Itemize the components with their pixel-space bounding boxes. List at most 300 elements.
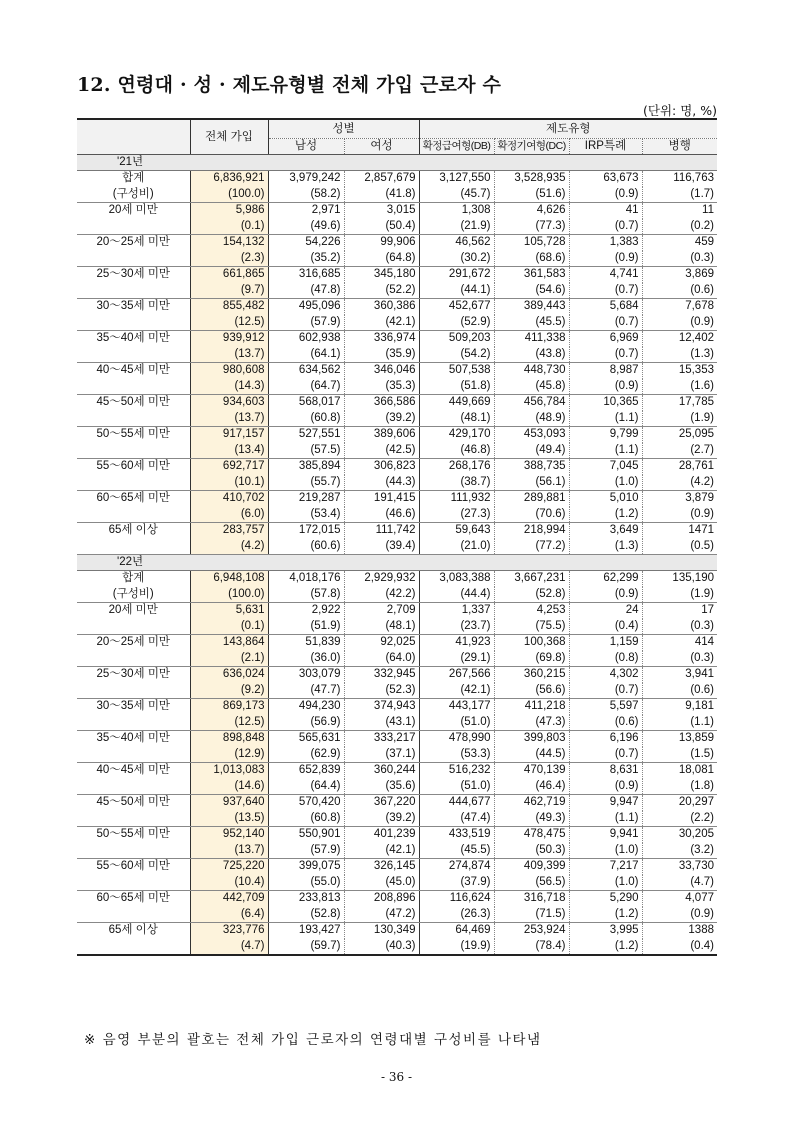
ratio-cell: (50.4) [344, 219, 419, 235]
total-ratio-cell: (12.5) [190, 315, 268, 331]
ratio-cell: (42.1) [419, 683, 494, 699]
value-cell: 336,974 [344, 331, 419, 347]
ratio-sublabel [77, 683, 190, 699]
value-cell: 59,643 [419, 523, 494, 539]
page-title: 12. 연령대 · 성 · 제도유형별 전체 가입 근로자 수 [77, 74, 502, 96]
table-row-ratio [77, 283, 717, 299]
total-ratio-cell: (9.7) [190, 283, 268, 299]
ratio-cell: (68.6) [494, 251, 569, 267]
value-cell: 4,741 [569, 267, 642, 283]
age-group-label: 20～25세 미만 [77, 235, 190, 251]
ratio-cell: (42.2) [344, 587, 419, 603]
ratio-cell: (0.8) [569, 651, 642, 667]
ratio-cell: (2.7) [642, 443, 717, 459]
total-value-cell: 154,132 [190, 235, 268, 251]
ratio-cell: (1.9) [642, 587, 717, 603]
table-row [77, 331, 717, 347]
value-cell: 443,177 [419, 699, 494, 715]
value-cell: 130,349 [344, 923, 419, 939]
value-cell: 24 [569, 603, 642, 619]
value-cell: 3,879 [685, 492, 714, 505]
table-row [77, 491, 717, 507]
total-ratio-cell: (0.1) [190, 619, 268, 635]
table-row [77, 923, 717, 939]
table-row-ratio [77, 315, 717, 331]
value-cell: 449,669 [419, 395, 494, 411]
value-cell: 253,924 [494, 923, 569, 939]
value-cell: 462,719 [494, 795, 569, 811]
value-cell: 509,203 [419, 331, 494, 347]
value-cell: 10,365 [569, 395, 642, 411]
ratio-cell: (54.2) [419, 347, 494, 363]
value-cell: 99,906 [344, 235, 419, 251]
header-gender: 성별 [268, 119, 419, 139]
total-value-cell: 869,173 [190, 699, 268, 715]
total-value-cell: 6,836,921 [190, 171, 268, 187]
ratio-sublabel [77, 443, 190, 459]
value-cell: 274,874 [419, 859, 494, 875]
header-row-label [77, 119, 190, 155]
ratio-cell: (57.9) [268, 843, 344, 859]
value-cell: 62,299 [569, 571, 642, 587]
value-cell: 568,017 [268, 395, 344, 411]
ratio-cell: (38.7) [419, 475, 494, 491]
ratio-cell: (39.4) [344, 539, 419, 555]
ratio-cell: (45.8) [494, 379, 569, 395]
value-cell: 111,742 [344, 523, 419, 539]
value-cell: 399,075 [268, 859, 344, 875]
table-row [77, 763, 717, 779]
ratio-cell: (52.9) [419, 315, 494, 331]
ratio-cell: (1.5) [642, 747, 717, 763]
value-cell: 388,735 [494, 459, 569, 475]
ratio-cell: (42.5) [344, 443, 419, 459]
total-ratio-cell: (13.7) [190, 411, 268, 427]
total-value-cell: 410,702 [190, 491, 268, 507]
ratio-cell: (45.0) [344, 875, 419, 891]
age-group-label: 50～55세 미만 [77, 827, 190, 843]
ratio-cell: (56.6) [494, 683, 569, 699]
age-group-label: 20세 미만 [77, 603, 190, 619]
table-row-ratio [77, 251, 717, 267]
value-cell: 570,420 [268, 795, 344, 811]
value-cell: 3,667,231 [494, 571, 569, 587]
value-cell: 1471 [688, 524, 714, 537]
value-cell: 9,941 [569, 827, 642, 843]
ratio-cell: (1.2) [569, 939, 642, 956]
ratio-cell: (26.3) [419, 907, 494, 923]
ratio-cell: (0.7) [569, 219, 642, 235]
ratio-cell: (53.3) [419, 747, 494, 763]
value-cell: 291,672 [419, 267, 494, 283]
total-value-cell: 898,848 [190, 731, 268, 747]
total-value-cell: 5,986 [190, 203, 268, 219]
value-cell: 191,415 [344, 491, 419, 507]
table-row-ratio [77, 379, 717, 395]
ratio-cell: (55.0) [268, 875, 344, 891]
ratio-cell: (49.4) [494, 443, 569, 459]
value-cell: 4,018,176 [268, 571, 344, 587]
ratio-cell: (1.1) [569, 811, 642, 827]
ratio-cell: (46.8) [419, 443, 494, 459]
total-value-cell: 725,220 [190, 859, 268, 875]
ratio-cell: (0.9) [569, 379, 642, 395]
total-value-cell: 917,157 [190, 427, 268, 443]
value-cell: 478,475 [494, 827, 569, 843]
age-group-label: 20세 미만 [77, 203, 190, 219]
ratio-cell: (40.3) [344, 939, 419, 956]
ratio-cell: (56.9) [268, 715, 344, 731]
ratio-cell: (45.5) [494, 315, 569, 331]
value-cell: 172,015 [268, 523, 344, 539]
ratio-cell: (35.2) [268, 251, 344, 267]
value-cell: 470,139 [494, 763, 569, 779]
value-cell: 6,969 [569, 331, 642, 347]
total-value-cell: 323,776 [190, 923, 268, 939]
ratio-sublabel [77, 315, 190, 331]
value-cell: 565,631 [268, 731, 344, 747]
value-cell: 11 [702, 204, 714, 217]
table-row-ratio [77, 747, 717, 763]
ratio-cell: (30.2) [419, 251, 494, 267]
value-cell: 456,784 [494, 395, 569, 411]
ratio-cell: (1.1) [569, 411, 642, 427]
age-group-label: 25～30세 미만 [77, 267, 190, 283]
value-cell: 17,785 [678, 396, 714, 409]
ratio-cell: (0.9) [569, 251, 642, 267]
ratio-sublabel: (구성비) [77, 187, 190, 203]
ratio-sublabel [77, 747, 190, 763]
table-row-ratio [77, 619, 717, 635]
value-cell: 7,678 [685, 300, 714, 313]
value-cell: 303,079 [268, 667, 344, 683]
ratio-cell: (47.2) [344, 907, 419, 923]
ratio-cell: (60.8) [268, 811, 344, 827]
ratio-cell: (0.9) [642, 315, 717, 331]
age-group-label: 65세 이상 [77, 523, 190, 539]
value-cell: 5,010 [569, 491, 642, 507]
value-cell: 13,859 [678, 732, 714, 745]
total-ratio-cell: (6.0) [190, 507, 268, 523]
value-cell: 17 [701, 604, 714, 617]
table-row [77, 395, 717, 411]
age-group-label: 35～40세 미만 [77, 331, 190, 347]
value-cell: 401,239 [344, 827, 419, 843]
table-row-ratio [77, 187, 717, 203]
ratio-cell: (21.0) [419, 539, 494, 555]
ratio-cell: (49.6) [268, 219, 344, 235]
value-cell: 389,606 [344, 427, 419, 443]
header-irp: IRP특례 [569, 139, 642, 155]
total-value-cell: 442,709 [190, 891, 268, 907]
ratio-sublabel [77, 651, 190, 667]
ratio-cell: (57.5) [268, 443, 344, 459]
ratio-cell: (0.3) [642, 619, 717, 635]
value-cell: 602,938 [268, 331, 344, 347]
ratio-sublabel [77, 811, 190, 827]
ratio-cell: (51.6) [494, 187, 569, 203]
ratio-cell: (35.3) [344, 379, 419, 395]
ratio-cell: (52.8) [268, 907, 344, 923]
table-row [77, 699, 717, 715]
value-cell: 360,386 [344, 299, 419, 315]
table-row [77, 859, 717, 875]
value-cell: 316,718 [494, 891, 569, 907]
header-female: 여성 [344, 139, 419, 155]
ratio-cell: (64.1) [268, 347, 344, 363]
value-cell: 92,025 [344, 635, 419, 651]
ratio-cell: (47.7) [268, 683, 344, 699]
ratio-cell: (45.7) [419, 187, 494, 203]
ratio-cell: (77.2) [494, 539, 569, 555]
age-group-label: 합계 [77, 571, 190, 587]
value-cell: 527,551 [268, 427, 344, 443]
value-cell: 345,180 [344, 267, 419, 283]
unit-label: (단위: 명, %) [643, 103, 717, 118]
age-group-label: 40～45세 미만 [77, 363, 190, 379]
ratio-cell: (35.9) [344, 347, 419, 363]
ratio-cell: (37.9) [419, 875, 494, 891]
ratio-cell: (75.5) [494, 619, 569, 635]
table-row-ratio [77, 779, 717, 795]
value-cell: 1,308 [419, 203, 494, 219]
total-value-cell: 855,482 [190, 299, 268, 315]
value-cell: 41 [569, 203, 642, 219]
value-cell: 494,230 [268, 699, 344, 715]
value-cell: 4,077 [685, 892, 714, 905]
table-row-ratio [77, 411, 717, 427]
ratio-cell: (54.6) [494, 283, 569, 299]
ratio-cell: (47.8) [268, 283, 344, 299]
value-cell: 25,095 [678, 428, 714, 441]
ratio-cell: (41.8) [344, 187, 419, 203]
value-cell: 41,923 [419, 635, 494, 651]
total-ratio-cell: (4.7) [190, 939, 268, 956]
ratio-sublabel [77, 539, 190, 555]
value-cell: 3,979,242 [268, 171, 344, 187]
ratio-cell: (59.7) [268, 939, 344, 956]
table-row [77, 235, 717, 251]
ratio-cell: (48.1) [419, 411, 494, 427]
value-cell: 33,730 [678, 860, 714, 873]
table-row-ratio [77, 939, 717, 956]
statistics-table [77, 118, 717, 956]
value-cell: 116,624 [419, 891, 494, 907]
ratio-sublabel [77, 939, 190, 956]
age-group-label: 30～35세 미만 [77, 299, 190, 315]
ratio-cell: (0.4) [569, 619, 642, 635]
header-male: 남성 [268, 139, 344, 155]
table-row-ratio [77, 683, 717, 699]
table-row [77, 891, 717, 907]
ratio-cell: (29.1) [419, 651, 494, 667]
ratio-cell: (0.6) [569, 715, 642, 731]
total-ratio-cell: (6.4) [190, 907, 268, 923]
ratio-cell: (48.9) [494, 411, 569, 427]
age-group-label: 60～65세 미만 [77, 491, 190, 507]
ratio-cell: (52.3) [344, 683, 419, 699]
ratio-cell: (0.7) [569, 747, 642, 763]
total-ratio-cell: (10.4) [190, 875, 268, 891]
ratio-cell: (0.4) [642, 939, 717, 956]
ratio-sublabel [77, 843, 190, 859]
ratio-cell: (1.1) [569, 443, 642, 459]
value-cell: 193,427 [268, 923, 344, 939]
ratio-sublabel [77, 715, 190, 731]
ratio-cell: (39.2) [344, 811, 419, 827]
table-row [77, 523, 717, 539]
ratio-sublabel [77, 507, 190, 523]
ratio-cell: (0.9) [569, 779, 642, 795]
value-cell: 2,971 [268, 203, 344, 219]
value-cell: 289,881 [494, 491, 569, 507]
table-row [77, 299, 717, 315]
ratio-sublabel: (구성비) [77, 587, 190, 603]
value-cell: 1,337 [419, 603, 494, 619]
value-cell: 5,290 [569, 891, 642, 907]
age-group-label: 50～55세 미만 [77, 427, 190, 443]
age-group-label: 25～30세 미만 [77, 667, 190, 683]
total-value-cell: 661,865 [190, 267, 268, 283]
table-row [77, 363, 717, 379]
total-value-cell: 934,603 [190, 395, 268, 411]
value-cell: 495,096 [268, 299, 344, 315]
ratio-cell: (0.7) [569, 315, 642, 331]
age-group-label: 40～45세 미만 [77, 763, 190, 779]
value-cell: 8,631 [569, 763, 642, 779]
value-cell: 4,302 [569, 667, 642, 683]
value-cell: 346,046 [344, 363, 419, 379]
age-group-label: 30～35세 미만 [77, 699, 190, 715]
header-total: 전체 가입 [190, 119, 268, 155]
value-cell: 366,586 [344, 395, 419, 411]
table-row-ratio [77, 875, 717, 891]
ratio-cell: (39.2) [344, 411, 419, 427]
ratio-cell: (58.2) [268, 187, 344, 203]
age-group-label: 합계 [77, 171, 190, 187]
table-row-ratio [77, 507, 717, 523]
ratio-cell: (1.8) [642, 779, 717, 795]
value-cell: 4,253 [494, 603, 569, 619]
value-cell: 111,932 [419, 491, 494, 507]
total-ratio-cell: (13.7) [190, 347, 268, 363]
ratio-cell: (51.0) [419, 715, 494, 731]
value-cell: 64,469 [419, 923, 494, 939]
value-cell: 7,045 [569, 459, 642, 475]
value-cell: 3,649 [569, 523, 642, 539]
header-dc: 확정기여형(DC) [494, 139, 569, 155]
ratio-cell: (71.5) [494, 907, 569, 923]
ratio-cell: (56.5) [494, 875, 569, 891]
value-cell: 20,297 [678, 796, 714, 809]
value-cell: 360,215 [494, 667, 569, 683]
ratio-cell: (46.4) [494, 779, 569, 795]
ratio-cell: (46.6) [344, 507, 419, 523]
value-cell: 448,730 [494, 363, 569, 379]
table-row-ratio [77, 843, 717, 859]
total-ratio-cell: (13.5) [190, 811, 268, 827]
ratio-cell: (44.5) [494, 747, 569, 763]
total-ratio-cell: (10.1) [190, 475, 268, 491]
value-cell: 12,402 [678, 332, 714, 345]
ratio-cell: (1.0) [569, 843, 642, 859]
header-plan-type: 제도유형 [419, 119, 717, 139]
total-ratio-cell: (100.0) [190, 187, 268, 203]
ratio-cell: (3.2) [642, 843, 717, 859]
age-group-label: 55～60세 미만 [77, 859, 190, 875]
total-ratio-cell: (12.5) [190, 715, 268, 731]
ratio-cell: (45.5) [419, 843, 494, 859]
total-ratio-cell: (9.2) [190, 683, 268, 699]
value-cell: 411,338 [494, 331, 569, 347]
value-cell: 2,922 [268, 603, 344, 619]
ratio-sublabel [77, 875, 190, 891]
year-section-row [77, 555, 717, 571]
table-row-ratio [77, 347, 717, 363]
value-cell: 389,443 [494, 299, 569, 315]
ratio-cell: (77.3) [494, 219, 569, 235]
header-both: 병행 [642, 139, 717, 155]
value-cell: 414 [694, 636, 714, 649]
value-cell: 218,994 [494, 523, 569, 539]
value-cell: 3,127,550 [419, 171, 494, 187]
ratio-cell: (1.3) [642, 347, 717, 363]
ratio-cell: (60.6) [268, 539, 344, 555]
value-cell: 105,728 [494, 235, 569, 251]
ratio-cell: (1.9) [642, 411, 717, 427]
value-cell: 2,929,932 [344, 571, 419, 587]
ratio-cell: (0.7) [569, 347, 642, 363]
ratio-cell: (0.6) [642, 683, 717, 699]
total-value-cell: 143,864 [190, 635, 268, 651]
value-cell: 3,995 [569, 923, 642, 939]
table-row [77, 203, 717, 219]
ratio-cell: (44.1) [419, 283, 494, 299]
value-cell: 478,990 [419, 731, 494, 747]
ratio-cell: (53.4) [268, 507, 344, 523]
total-ratio-cell: (2.1) [190, 651, 268, 667]
value-cell: 429,170 [419, 427, 494, 443]
ratio-sublabel [77, 411, 190, 427]
ratio-cell: (0.9) [569, 187, 642, 203]
ratio-cell: (0.3) [642, 251, 717, 267]
ratio-cell: (44.3) [344, 475, 419, 491]
value-cell: 233,813 [268, 891, 344, 907]
age-group-label: 65세 이상 [77, 923, 190, 939]
value-cell: 28,761 [678, 460, 714, 473]
ratio-sublabel [77, 475, 190, 491]
total-value-cell: 952,140 [190, 827, 268, 843]
value-cell: 8,987 [569, 363, 642, 379]
age-group-label: 55～60세 미만 [77, 459, 190, 475]
ratio-sublabel [77, 779, 190, 795]
ratio-cell: (43.1) [344, 715, 419, 731]
ratio-sublabel [77, 251, 190, 267]
header-db: 확정급여형(DB) [419, 139, 494, 155]
value-cell: 4,626 [494, 203, 569, 219]
value-cell: 208,896 [344, 891, 419, 907]
value-cell: 374,943 [344, 699, 419, 715]
ratio-cell: (1.2) [569, 907, 642, 923]
table-row [77, 827, 717, 843]
ratio-cell: (44.4) [419, 587, 494, 603]
table-row-ratio [77, 651, 717, 667]
total-ratio-cell: (14.6) [190, 779, 268, 795]
value-cell: 54,226 [268, 235, 344, 251]
ratio-sublabel [77, 283, 190, 299]
value-cell: 1,159 [569, 635, 642, 651]
value-cell: 3,869 [685, 268, 714, 281]
